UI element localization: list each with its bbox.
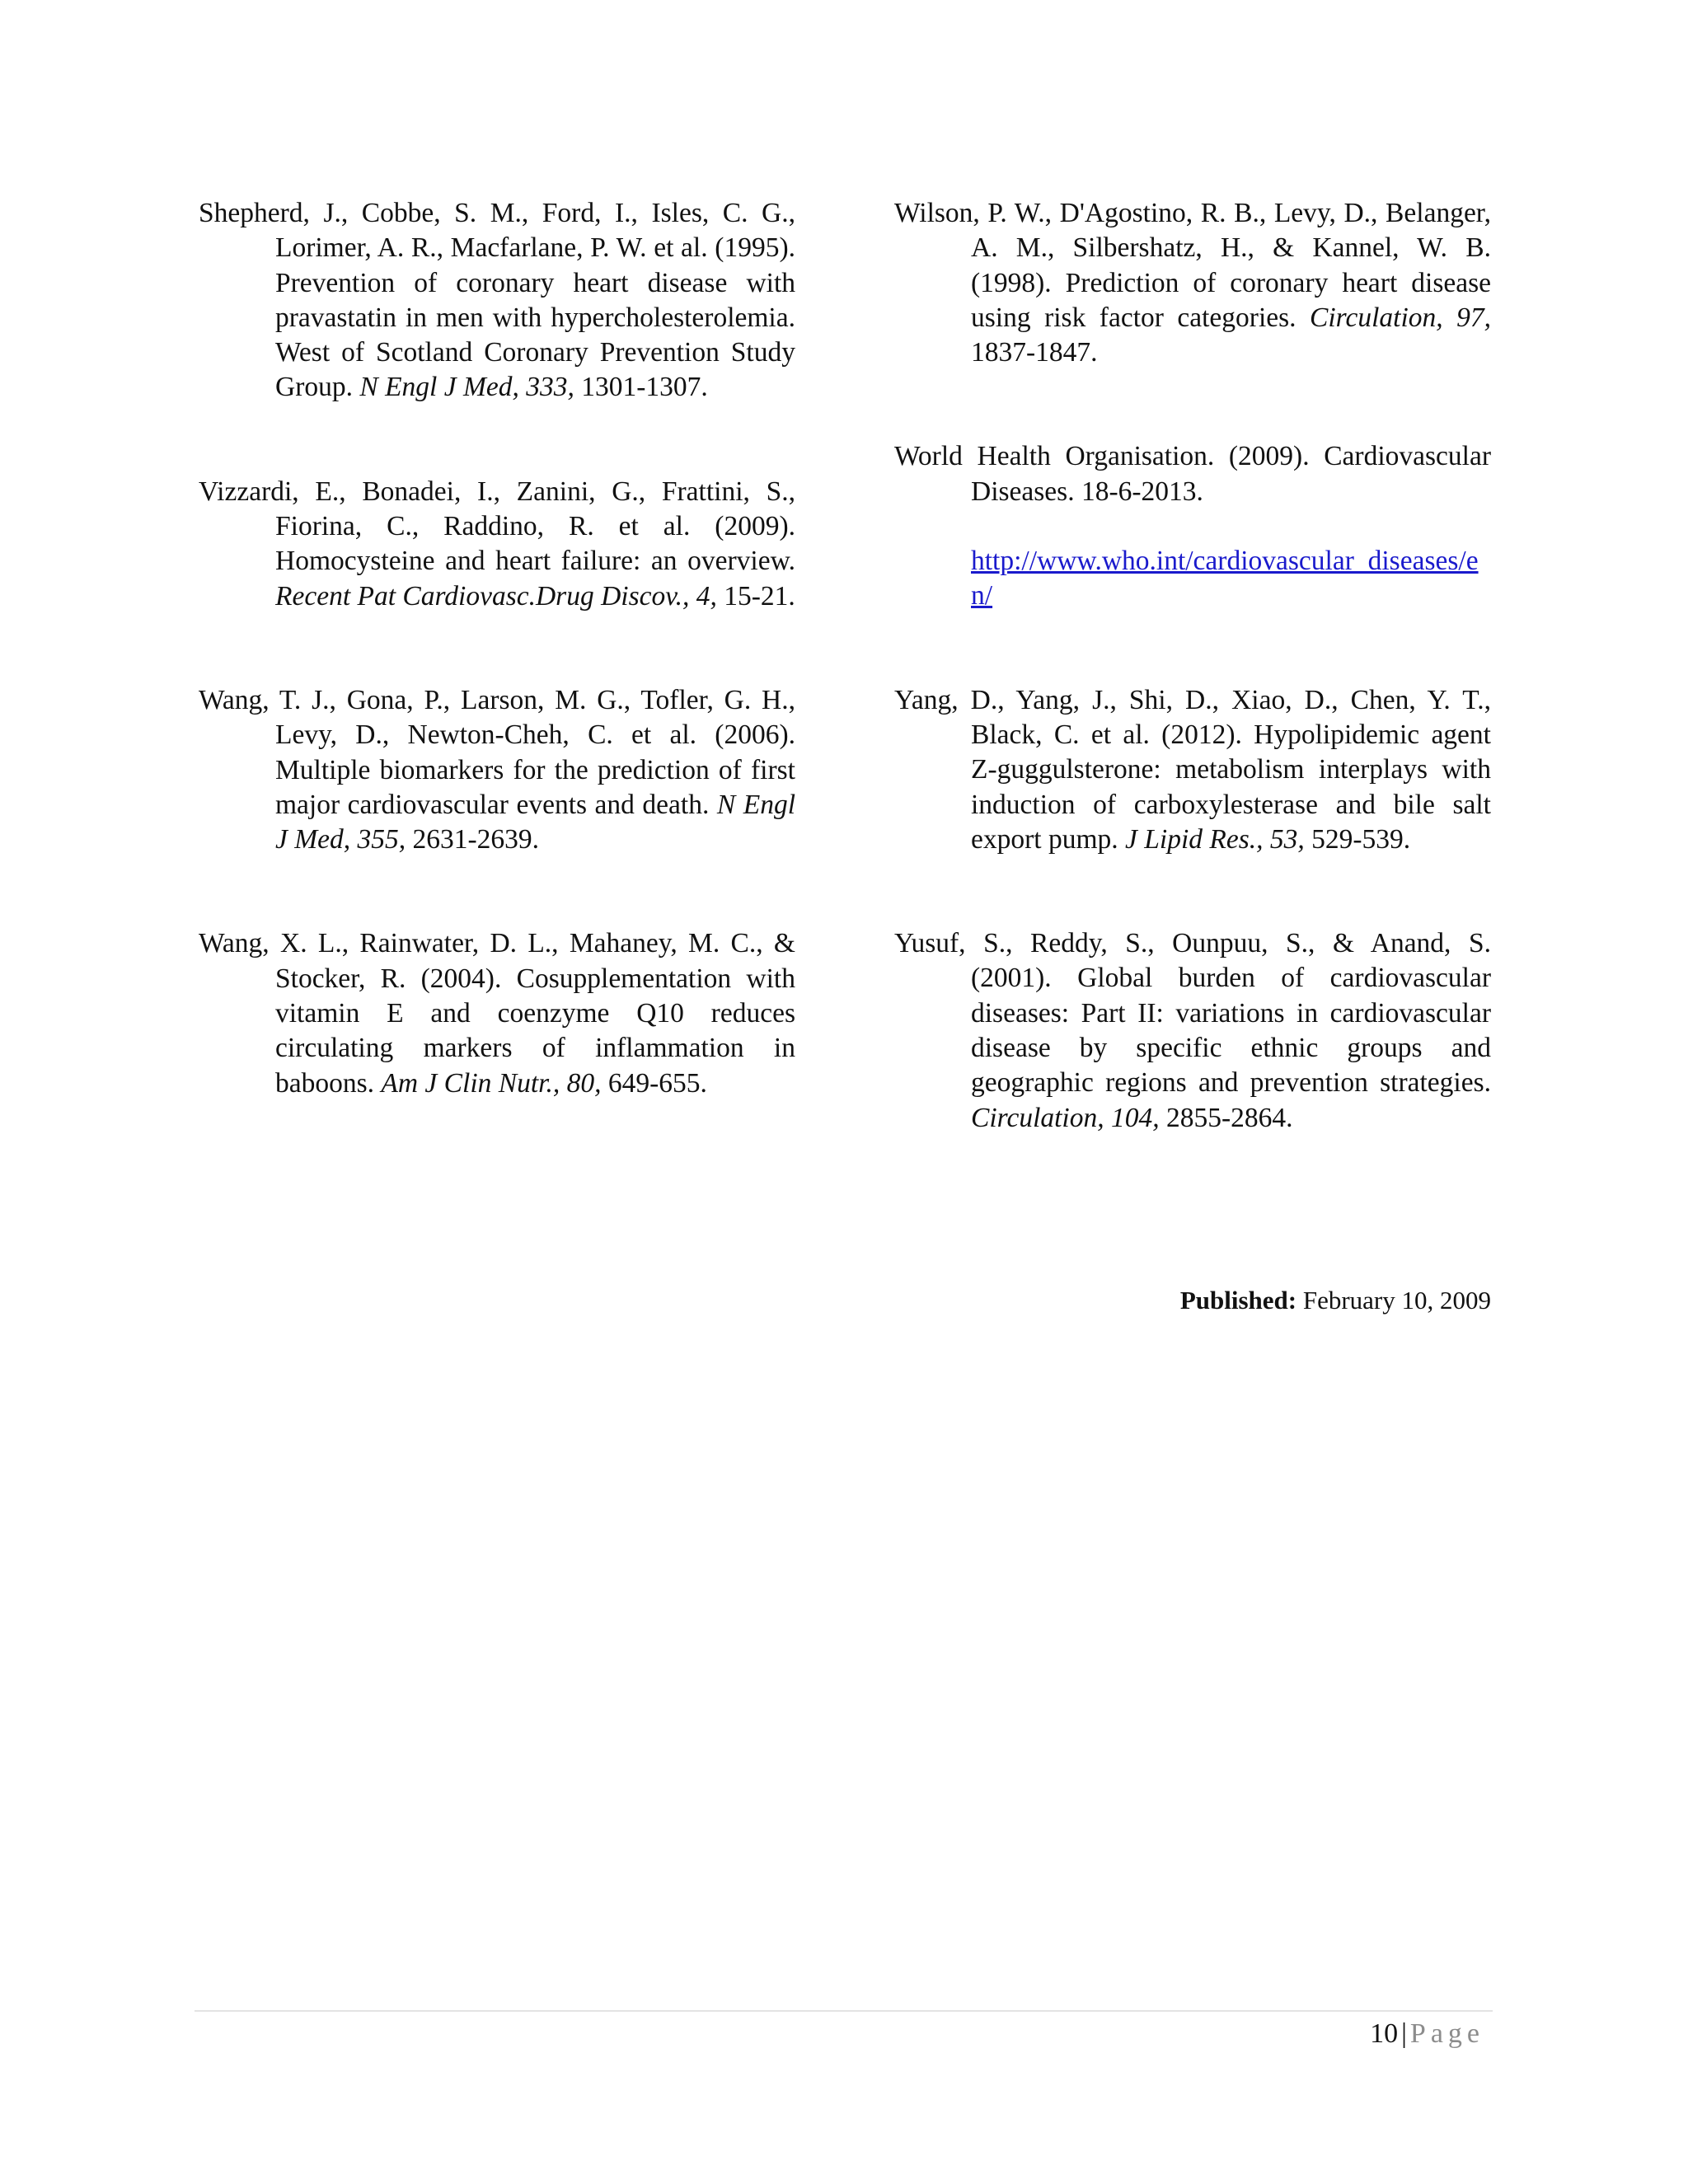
reference-text: Shepherd, J., Cobbe, S. M., Ford, I., Isles, C. G., Lorimer, A. R., Macfarlane, P. W. et al. (1995). Prevention of coronary heart disease with pravastatin in men with hypercholesterolemia. West of Scotland Coronary Prevention Study Group. (199, 198, 795, 403)
reference-journal: J Lipid Res., (1125, 823, 1264, 855)
page-word: Page (1409, 2018, 1484, 2049)
reference-text: Wang, T. J., Gona, P., Larson, M. G., Tofler, G. H., Levy, D., Newton-Cheh, C. et al. (2006). Multiple biomarkers for the prediction of first major cardiovascular events and death. (199, 684, 795, 820)
reference-volume: 4, (696, 580, 717, 612)
spacer (199, 614, 795, 683)
reference-journal: Am J Clin Nutr., (381, 1067, 560, 1099)
reference-text: Yusuf, S., Reddy, S., Ounpuu, S., & Anand, S. (2001). Global burden of cardiovascular diseases: Part II: variations in cardiovascular disease by specific ethnic groups and geographic regions and prevention strategies. (894, 928, 1491, 1099)
reference-journal: Recent Pat Cardiovasc.Drug Discov., (275, 580, 690, 612)
reference-text: Wilson, P. W., D'Agostino, R. B., Levy, D., Belanger, A. M., Silbershatz, H., & Kannel, W. B. (1998). Prediction of coronary heart disease using risk factor categories. (894, 198, 1491, 333)
references-left-column (199, 196, 795, 1101)
reference-volume: 355, (357, 824, 406, 855)
published-label: Published: (1179, 1286, 1297, 1315)
spacer (894, 370, 1491, 439)
page-separator: | (1401, 2018, 1407, 2049)
reference-pages: 2855-2864. (1166, 1102, 1293, 1133)
reference-entry (199, 683, 795, 857)
spacer (199, 405, 795, 475)
published-date: February 10, 2009 (1302, 1286, 1491, 1315)
reference-volume: 80, (566, 1067, 602, 1099)
reference-entry (199, 475, 795, 614)
published-date-line (894, 1284, 1491, 1317)
reference-pages: 1837-1847. (971, 337, 1098, 368)
reference-entry (894, 439, 1491, 509)
reference-journal: Circulation, (971, 1102, 1104, 1133)
reference-pages: 15-21. (724, 580, 795, 612)
reference-journal: Circulation, (1310, 302, 1443, 333)
reference-link[interactable]: http://www.who.int/cardiovascular_diseases/en/ (971, 546, 1479, 612)
spacer (894, 857, 1491, 926)
reference-pages: 649-655. (607, 1067, 707, 1099)
reference-pages: 529-539. (1311, 823, 1411, 855)
reference-entry (894, 196, 1491, 370)
reference-url-block (894, 544, 1491, 614)
reference-volume: 104, (1111, 1102, 1160, 1133)
reference-journal: N Engl J Med, (359, 372, 519, 403)
reference-volume: 53, (1269, 823, 1305, 855)
reference-text: Vizzardi, E., Bonadei, I., Zanini, G., Frattini, S., Fiorina, C., Raddino, R. et al. (2009). Homocysteine and heart failure: an overview. (199, 476, 795, 577)
reference-text: Wang, X. L., Rainwater, D. L., Mahaney, M. C., & Stocker, R. (2004). Cosupplementation with vitamin E and coenzyme Q10 reduces circulating markers of inflammation in baboons. (199, 928, 795, 1099)
reference-entry (199, 196, 795, 405)
page-number: 10 (1370, 2018, 1399, 2049)
reference-entry (894, 683, 1491, 857)
footer-divider (195, 2010, 1493, 2012)
reference-volume: 333, (526, 372, 574, 403)
reference-text: Yang, D., Yang, J., Shi, D., Xiao, D., Chen, Y. T., Black, C. et al. (2012). Hypolipidemic agent Z-guggulsterone: metabolism interplays with induction of carboxylesterase and bile salt export pump. (894, 684, 1491, 855)
reference-entry (894, 926, 1491, 1136)
spacer (199, 857, 795, 926)
reference-entry (199, 926, 795, 1100)
spacer (894, 614, 1491, 683)
reference-text: World Health Organisation. (2009). Cardiovascular Diseases. 18-6-2013. (894, 441, 1491, 507)
reference-pages: 2631-2639. (412, 824, 540, 855)
page-footer (1370, 2016, 1484, 2052)
reference-pages: 1301-1307. (581, 372, 708, 403)
reference-volume: 97, (1456, 302, 1492, 333)
references-right-column (894, 196, 1491, 1136)
reference-journal: N Engl J Med, (275, 789, 795, 855)
